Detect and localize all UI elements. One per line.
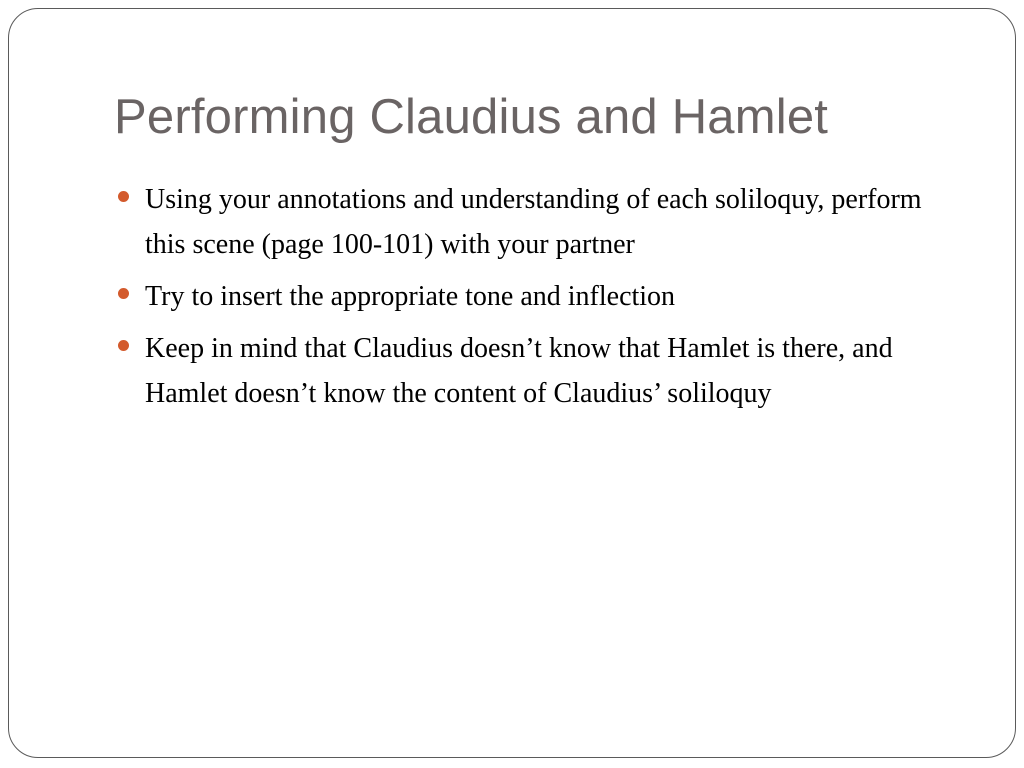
bullet-text: Using your annotations and understanding of each soliloquy, perform this scene (page 100-101) with your partner [145,184,922,260]
slide-frame [8,8,1016,758]
slide-title: Performing Claudius and Hamlet [114,90,829,144]
list-item [115,274,965,319]
list-item [115,326,965,416]
bullet-list [115,177,965,423]
bullet-dot-icon [118,288,129,299]
bullet-dot-icon [118,340,129,351]
bullet-text: Try to insert the appropriate tone and inflection [145,281,676,312]
bullet-dot-icon [118,191,129,202]
bullet-text: Keep in mind that Claudius doesn’t know that Hamlet is there, and Hamlet doesn’t know the content of Claudius’ soliloquy [145,333,893,409]
list-item [115,177,965,267]
